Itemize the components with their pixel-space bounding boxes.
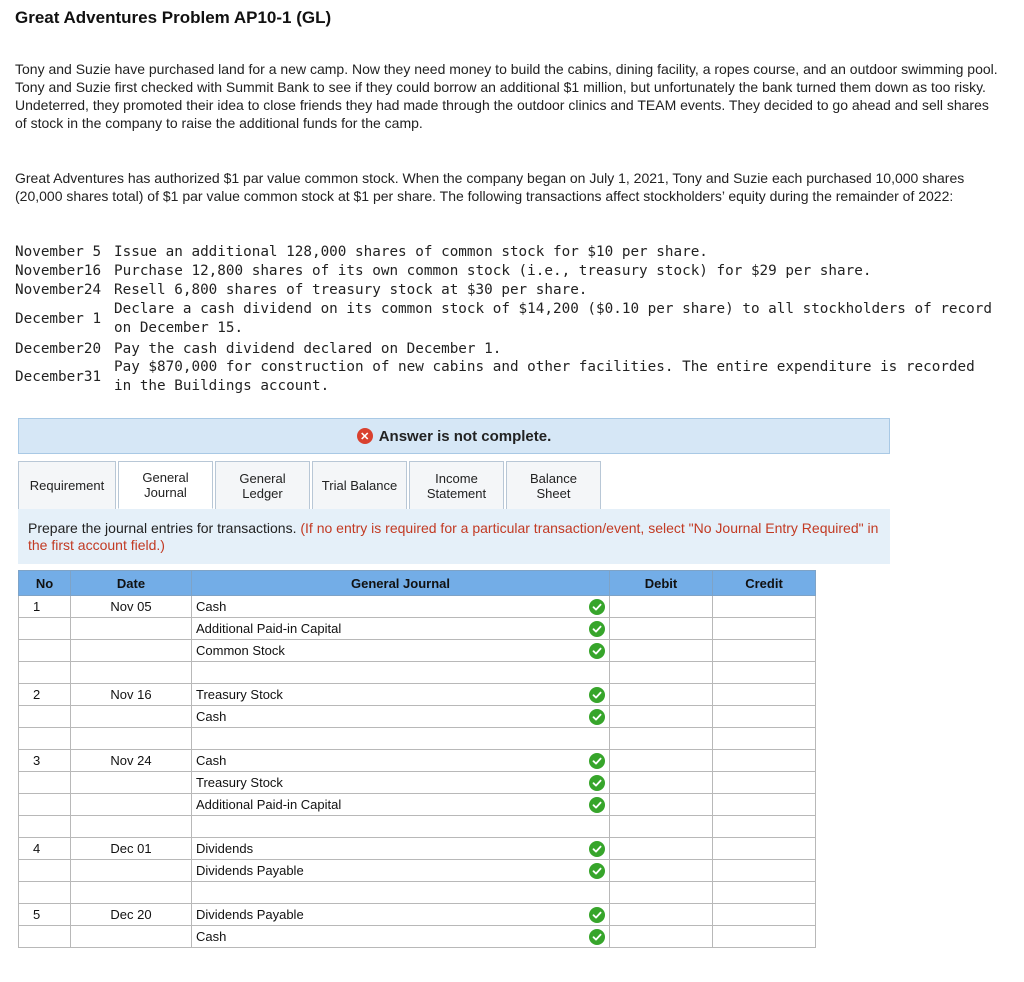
table-row [19, 816, 816, 838]
transaction-row [15, 340, 1015, 359]
entry-number [19, 882, 71, 904]
debit-field[interactable] [610, 750, 713, 772]
table-row [19, 662, 816, 684]
table-row [19, 904, 816, 926]
entry-number [19, 728, 71, 750]
transaction-date: December20 [15, 341, 102, 357]
check-icon [589, 775, 605, 791]
debit-field[interactable] [610, 860, 713, 882]
entry-number: 1 [19, 596, 71, 618]
debit-field[interactable] [610, 684, 713, 706]
account-field[interactable] [192, 772, 610, 794]
entry-date[interactable] [71, 816, 192, 838]
table-row [19, 838, 816, 860]
entry-number [19, 662, 71, 684]
entry-number [19, 640, 71, 662]
check-icon [589, 863, 605, 879]
table-row [19, 684, 816, 706]
table-row [19, 926, 816, 948]
account-name: Dividends [196, 841, 254, 856]
entry-date[interactable] [71, 662, 192, 684]
entry-date[interactable]: Nov 16 [71, 684, 192, 706]
entry-date[interactable] [71, 706, 192, 728]
transaction-row [15, 281, 1015, 300]
entry-number [19, 772, 71, 794]
check-icon [589, 709, 605, 725]
transaction-date: December 1 [15, 310, 102, 327]
account-name: Additional Paid-in Capital [196, 797, 342, 812]
credit-field[interactable] [713, 816, 816, 838]
journal-table [18, 570, 816, 948]
account-field[interactable] [192, 728, 610, 750]
tab-bar [18, 461, 603, 509]
entry-number [19, 926, 71, 948]
problem-paragraph: Tony and Suzie have purchased land for a new camp. Now they need money to build the cabins, dining facility, a ropes course, and an outdoor swimming pool. Tony and Suzie first checked with Summit Bank to see if they could borrow an additional $1 million, but unfortunately the bank turned them down as too risky. Undeterred, they promoted their idea to close friends they had made through the outdoor clinics and TEAM events. They decided to go ahead and sell shares of stock in the company to raise the additional funds for the camp. [15, 61, 998, 131]
table-row [19, 794, 816, 816]
entry-date[interactable]: Dec 20 [71, 904, 192, 926]
account-name: Cash [196, 599, 227, 614]
transaction-row [15, 243, 1015, 262]
transaction-date: November24 [15, 282, 102, 298]
table-row [19, 750, 816, 772]
credit-field[interactable] [713, 860, 816, 882]
debit-field[interactable] [610, 662, 713, 684]
transaction-row [15, 262, 1015, 281]
header-general-journal: General Journal [192, 571, 610, 596]
account-name: Additional Paid-in Capital [196, 621, 342, 636]
entry-number [19, 794, 71, 816]
tab-general-journal[interactable]: General Journal [118, 461, 213, 509]
account-field[interactable] [192, 926, 610, 948]
account-field[interactable] [192, 596, 610, 618]
entry-date[interactable] [71, 640, 192, 662]
debit-field[interactable] [610, 904, 713, 926]
account-field[interactable] [192, 640, 610, 662]
header-date: Date [71, 571, 192, 596]
account-field[interactable] [192, 904, 610, 926]
entry-date[interactable] [71, 926, 192, 948]
check-icon [589, 687, 605, 703]
entry-date[interactable] [71, 794, 192, 816]
transaction-row [15, 358, 1015, 396]
debit-field[interactable] [610, 772, 713, 794]
tab-requirement[interactable]: Requirement [18, 461, 116, 509]
transaction-text: Pay $870,000 for construction of new cabins and other facilities. The entire expenditure is recorded in the Buildings account. [114, 359, 984, 394]
debit-field[interactable] [610, 882, 713, 904]
credit-field[interactable] [713, 706, 816, 728]
page-title: Great Adventures Problem AP10-1 (GL) [15, 8, 332, 27]
credit-field[interactable] [713, 882, 816, 904]
tab-balance-sheet[interactable]: Balance Sheet [506, 461, 601, 509]
debit-field[interactable] [610, 596, 713, 618]
credit-field[interactable] [713, 640, 816, 662]
account-name: Cash [196, 929, 227, 944]
transaction-date: November 5 [15, 244, 102, 260]
transaction-date: November16 [15, 263, 102, 279]
transaction-text: Declare a cash dividend on its common stock of $14,200 ($0.10 per share) to all stockholders of record on December 15. [114, 301, 1001, 336]
table-row [19, 882, 816, 904]
credit-field[interactable] [713, 794, 816, 816]
journal-header-row [19, 571, 816, 596]
transaction-row [15, 300, 1015, 338]
entry-number: 5 [19, 904, 71, 926]
account-field[interactable] [192, 662, 610, 684]
account-field[interactable] [192, 882, 610, 904]
account-name: Treasury Stock [196, 687, 283, 702]
entry-date[interactable] [71, 772, 192, 794]
credit-field[interactable] [713, 684, 816, 706]
credit-field[interactable] [713, 904, 816, 926]
credit-field[interactable] [713, 838, 816, 860]
credit-field[interactable] [713, 662, 816, 684]
debit-field[interactable] [610, 838, 713, 860]
header-no: No [19, 571, 71, 596]
account-name: Cash [196, 709, 227, 724]
entry-date[interactable]: Nov 05 [71, 596, 192, 618]
credit-field[interactable] [713, 772, 816, 794]
table-row [19, 618, 816, 640]
entry-date[interactable] [71, 860, 192, 882]
account-field[interactable] [192, 684, 610, 706]
entry-date[interactable] [71, 618, 192, 640]
transaction-text: Resell 6,800 shares of treasury stock at $30 per share. [114, 282, 588, 298]
table-row [19, 860, 816, 882]
debit-field[interactable] [610, 794, 713, 816]
tab-trial-balance[interactable]: Trial Balance [312, 461, 407, 509]
check-icon [589, 929, 605, 945]
check-icon [589, 841, 605, 857]
check-icon [589, 599, 605, 615]
table-row [19, 728, 816, 750]
entry-number [19, 618, 71, 640]
transaction-date: December31 [15, 368, 102, 385]
entry-date[interactable] [71, 728, 192, 750]
entry-number [19, 860, 71, 882]
debit-field[interactable] [610, 728, 713, 750]
instructions [18, 509, 890, 564]
entry-date[interactable] [71, 882, 192, 904]
entry-number: 2 [19, 684, 71, 706]
entry-date[interactable]: Nov 24 [71, 750, 192, 772]
account-field[interactable] [192, 750, 610, 772]
table-row [19, 772, 816, 794]
table-row [19, 640, 816, 662]
entry-date[interactable]: Dec 01 [71, 838, 192, 860]
problem-paragraph: Great Adventures has authorized $1 par value common stock. When the company began on July 1, 2021, Tony and Suzie each purchased 10,000 shares (20,000 shares total) of $1 par value common stock at $1 per share. The following transactions affect stockholders’ equity during the remainder of 2022: [15, 170, 965, 204]
debit-field[interactable] [610, 640, 713, 662]
entry-number: 3 [19, 750, 71, 772]
check-icon [589, 643, 605, 659]
credit-field[interactable] [713, 596, 816, 618]
account-name: Dividends Payable [196, 907, 304, 922]
entry-number [19, 816, 71, 838]
table-row [19, 596, 816, 618]
account-name: Dividends Payable [196, 863, 304, 878]
header-debit: Debit [610, 571, 713, 596]
debit-field[interactable] [610, 926, 713, 948]
transaction-text: Purchase 12,800 shares of its own common stock (i.e., treasury stock) for $29 per share. [114, 263, 872, 279]
entry-number [19, 706, 71, 728]
instruction-main: Prepare the journal entries for transactions. [28, 520, 297, 536]
status-text: Answer is not complete. [378, 427, 552, 445]
debit-field[interactable] [610, 618, 713, 640]
debit-field[interactable] [610, 816, 713, 838]
check-icon [589, 621, 605, 637]
account-name: Common Stock [196, 643, 285, 658]
credit-field[interactable] [713, 926, 816, 948]
credit-field[interactable] [713, 618, 816, 640]
account-name: Treasury Stock [196, 775, 283, 790]
account-field[interactable] [192, 860, 610, 882]
instruction-note: (If no entry is required for a particular transaction/event, select "No Journal Entry Required" in the first account field.) [28, 520, 879, 553]
credit-field[interactable] [713, 750, 816, 772]
tab-income-statement[interactable]: Income Statement [409, 461, 504, 509]
check-icon [589, 797, 605, 813]
entry-number: 4 [19, 838, 71, 860]
account-name: Cash [196, 753, 227, 768]
account-field[interactable] [192, 816, 610, 838]
account-field[interactable] [192, 838, 610, 860]
error-icon: ✕ [357, 428, 373, 444]
header-credit: Credit [713, 571, 816, 596]
account-field[interactable] [192, 618, 610, 640]
account-field[interactable] [192, 794, 610, 816]
credit-field[interactable] [713, 728, 816, 750]
transaction-text: Pay the cash dividend declared on December 1. [114, 341, 502, 357]
debit-field[interactable] [610, 706, 713, 728]
tab-general-ledger[interactable]: General Ledger [215, 461, 310, 509]
check-icon [589, 753, 605, 769]
transaction-text: Issue an additional 128,000 shares of common stock for $10 per share. [114, 244, 708, 260]
table-row [19, 706, 816, 728]
check-icon [589, 907, 605, 923]
account-field[interactable] [192, 706, 610, 728]
status-banner [18, 418, 890, 454]
